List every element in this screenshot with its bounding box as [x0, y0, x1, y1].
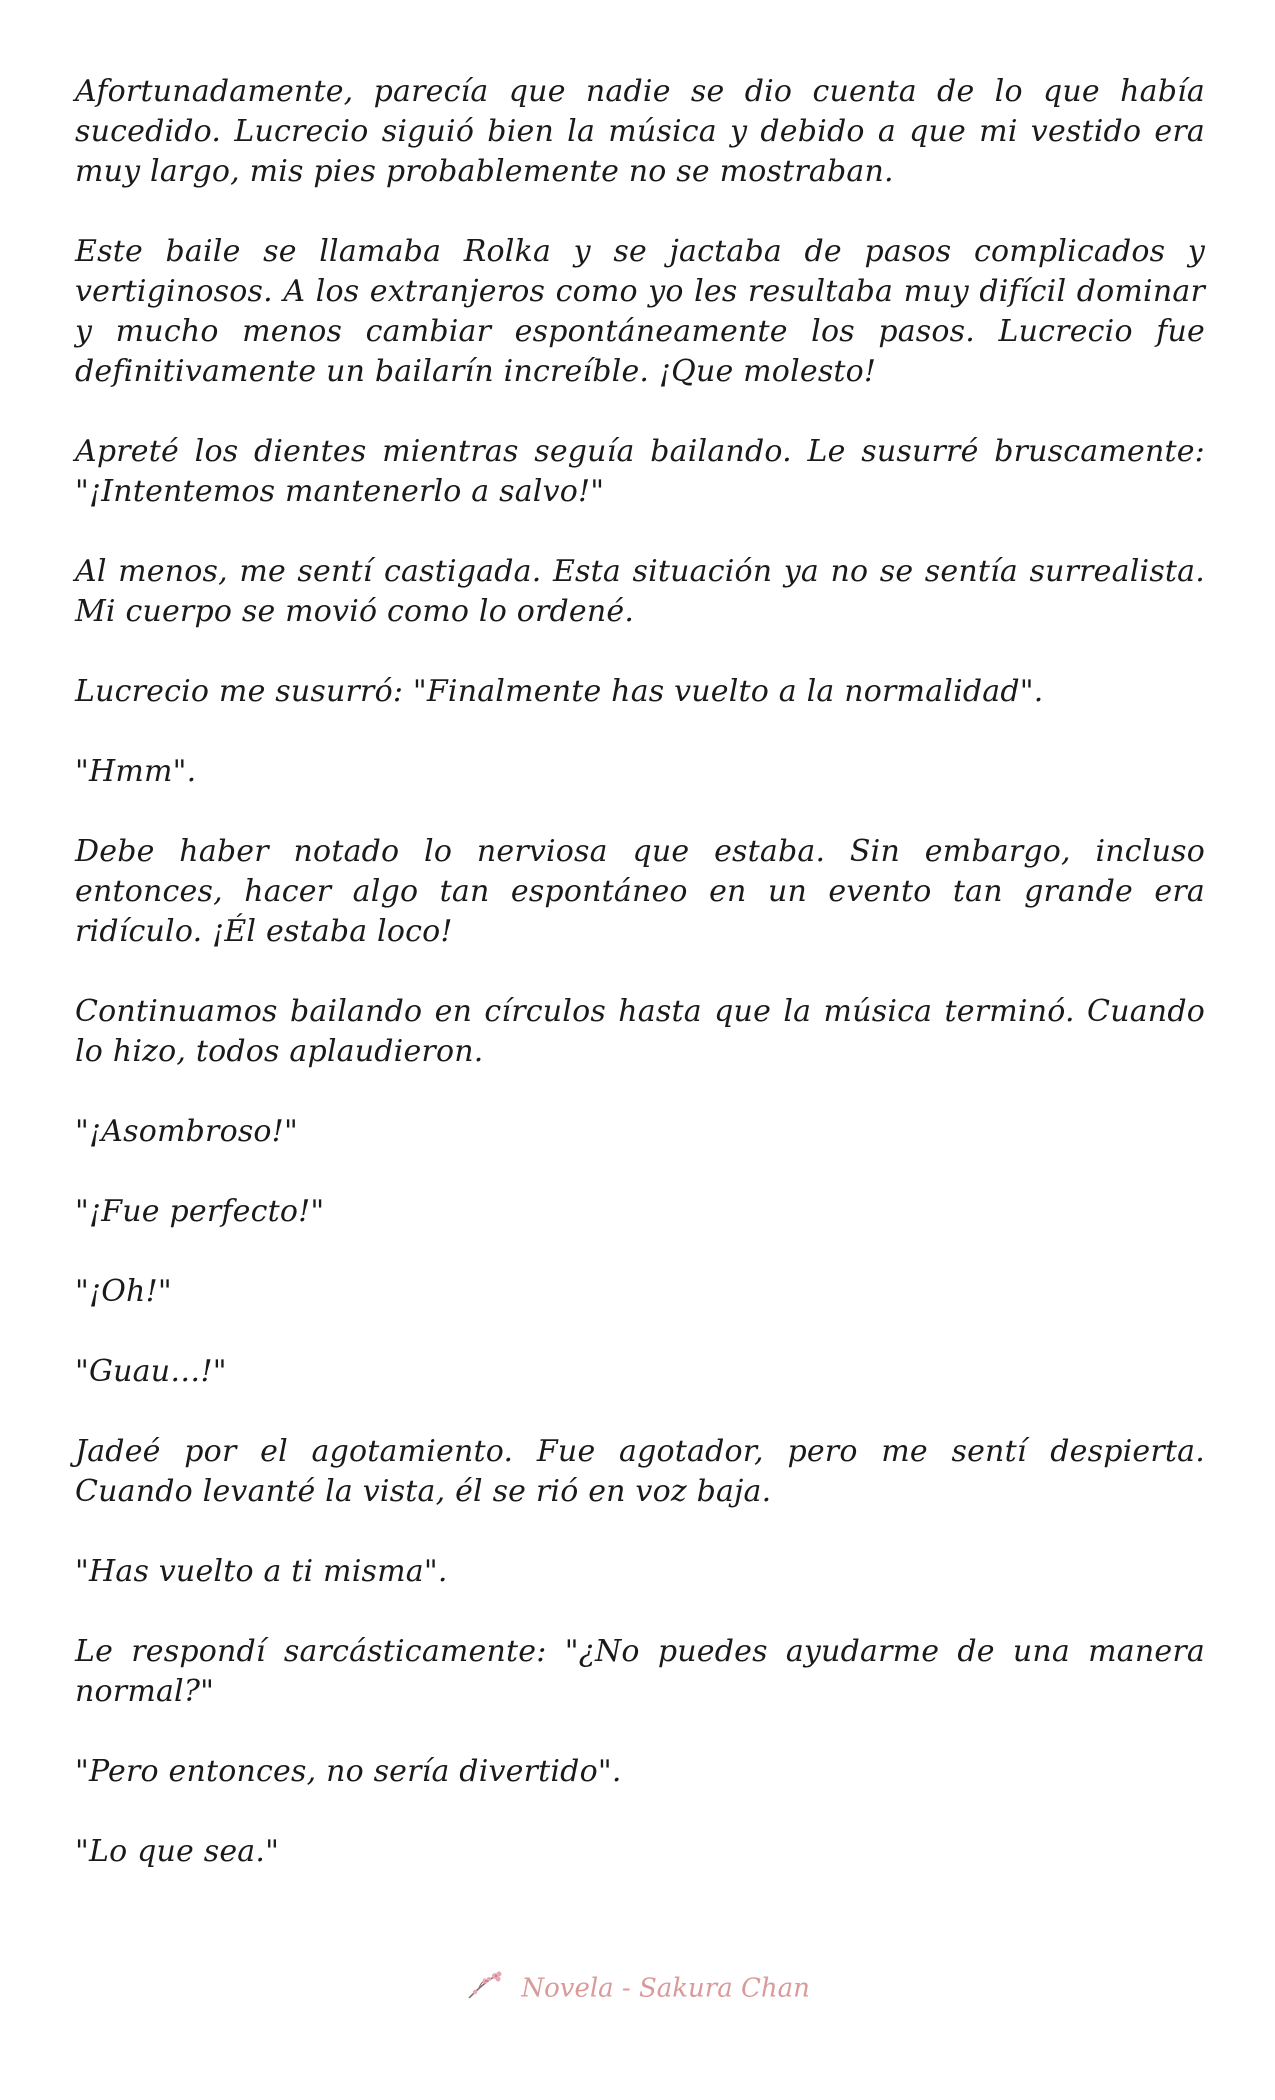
- paragraph-5: Lucrecio me susurró: "Finalmente has vuelto a la normalidad".: [75, 674, 1044, 709]
- paragraph-3: Apreté los dientes mientras seguía bailando. Le susurré bruscamente: "¡Intentemos mantenerlo a salvo!": [75, 434, 1205, 509]
- paragraph-4: Al menos, me sentí castigada. Esta situación ya no se sentía surrealista. Mi cuerpo se movió como lo ordené.: [75, 554, 1205, 629]
- sakura-flower-icon: [465, 1968, 505, 2009]
- paragraph-8: Continuamos bailando en círculos hasta que la música terminó. Cuando lo hizo, todos aplaudieron.: [75, 994, 1205, 1069]
- paragraph-6: "Hmm".: [75, 754, 197, 789]
- paragraph-11: "¡Oh!": [75, 1274, 172, 1309]
- paragraph-1: Afortunadamente, parecía que nadie se dio cuenta de lo que había sucedido. Lucrecio siguió bien la música y debido a que mi vestido era muy largo, mis pies probablemente no se mostraban.: [75, 74, 1205, 189]
- paragraph-7: Debe haber notado lo nerviosa que estaba. Sin embargo, incluso entonces, hacer algo tan espontáneo en un evento tan grande era ridículo. ¡Él estaba loco!: [75, 834, 1205, 949]
- paragraph-2: Este baile se llamaba Rolka y se jactaba de pasos complicados y vertiginosos. A los extranjeros como yo les resultaba muy difícil dominar y mucho menos cambiar espontáneamente los pasos. Lucrecio fue definitivamente un bailarín increíble. ¡Que molesto!: [75, 234, 1205, 389]
- paragraph-14: "Has vuelto a ti misma".: [75, 1554, 448, 1589]
- paragraph-13: Jadeé por el agotamiento. Fue agotador, pero me sentí despierta. Cuando levanté la vista, él se rió en voz baja.: [75, 1434, 1205, 1509]
- paragraph-17: "Lo que sea.": [75, 1834, 280, 1869]
- paragraph-12: "Guau…!": [75, 1354, 227, 1389]
- paragraph-16: "Pero entonces, no sería divertido".: [75, 1754, 622, 1789]
- footer-watermark: [0, 1968, 1275, 2009]
- document-body: [75, 72, 1205, 1912]
- watermark-text: Novela - Sakura Chan: [521, 1973, 810, 2004]
- paragraph-15: Le respondí sarcásticamente: "¿No puedes ayudarme de una manera normal?": [75, 1634, 1205, 1709]
- paragraph-9: "¡Asombroso!": [75, 1114, 298, 1149]
- paragraph-10: "¡Fue perfecto!": [75, 1194, 325, 1229]
